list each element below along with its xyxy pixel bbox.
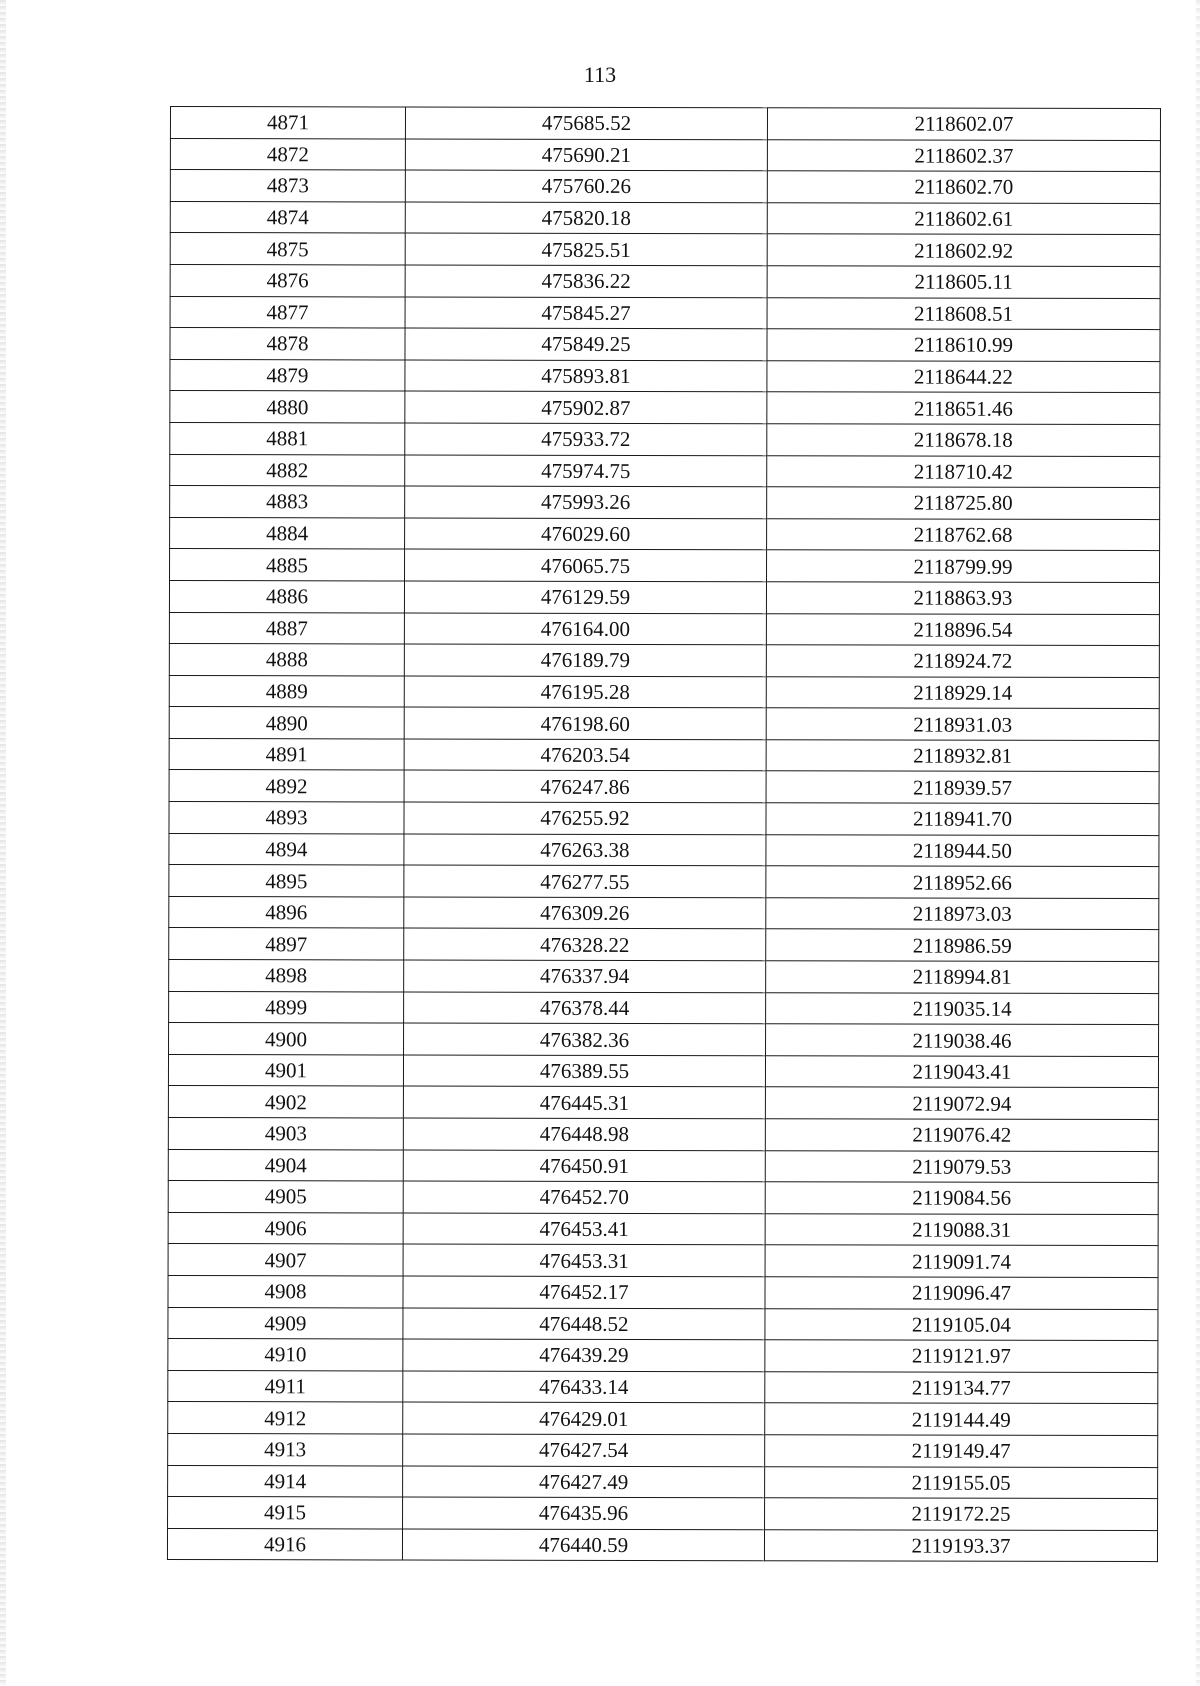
point-number-cell: 4916 xyxy=(167,1528,402,1560)
y-coordinate-cell: 2118651.46 xyxy=(767,392,1160,424)
y-coordinate-cell: 2119043.41 xyxy=(765,1056,1158,1088)
x-coordinate-cell: 476427.49 xyxy=(403,1466,765,1498)
y-coordinate-cell: 2118602.92 xyxy=(767,234,1160,266)
table-row xyxy=(169,865,1159,899)
x-coordinate-cell: 476453.31 xyxy=(403,1244,765,1276)
y-coordinate-cell: 2118799.99 xyxy=(767,550,1160,582)
coordinate-table-body xyxy=(167,107,1160,1562)
table-row xyxy=(169,896,1159,930)
x-coordinate-cell: 476378.44 xyxy=(404,992,766,1024)
table-row xyxy=(169,770,1159,804)
x-coordinate-cell: 476129.59 xyxy=(404,581,766,613)
y-coordinate-cell: 2119155.05 xyxy=(765,1466,1158,1498)
point-number-cell: 4896 xyxy=(169,896,404,928)
y-coordinate-cell: 2118602.07 xyxy=(767,108,1160,140)
x-coordinate-cell: 476435.96 xyxy=(403,1497,765,1529)
table-row xyxy=(169,928,1159,962)
table-row xyxy=(170,422,1160,456)
x-coordinate-cell: 476389.55 xyxy=(403,1055,765,1087)
point-number-cell: 4886 xyxy=(169,580,404,612)
table-row xyxy=(169,675,1159,709)
table-row xyxy=(169,991,1159,1025)
table-row xyxy=(168,1307,1158,1341)
y-coordinate-cell: 2118944.50 xyxy=(766,834,1159,866)
y-coordinate-cell: 2118644.22 xyxy=(767,361,1160,393)
table-row xyxy=(168,1465,1158,1499)
table-row xyxy=(170,201,1160,235)
y-coordinate-cell: 2118605.11 xyxy=(767,266,1160,298)
table-row xyxy=(170,359,1160,393)
y-coordinate-cell: 2119072.94 xyxy=(765,1087,1158,1119)
point-number-cell: 4899 xyxy=(169,991,404,1023)
x-coordinate-cell: 476427.54 xyxy=(403,1434,765,1466)
y-coordinate-cell: 2118725.80 xyxy=(767,487,1160,519)
x-coordinate-cell: 475825.51 xyxy=(405,233,767,265)
point-number-cell: 4900 xyxy=(169,1023,404,1055)
y-coordinate-cell: 2118602.70 xyxy=(767,171,1160,203)
table-row xyxy=(168,1149,1158,1183)
point-number-cell: 4905 xyxy=(168,1181,403,1213)
point-number-cell: 4882 xyxy=(170,454,405,486)
table-row xyxy=(168,1433,1158,1467)
x-coordinate-cell: 475893.81 xyxy=(405,360,767,392)
x-coordinate-cell: 476382.36 xyxy=(404,1023,766,1055)
table-row xyxy=(169,738,1159,772)
x-coordinate-cell: 476450.91 xyxy=(403,1150,765,1182)
y-coordinate-cell: 2118931.03 xyxy=(766,708,1159,740)
y-coordinate-cell: 2119193.37 xyxy=(764,1529,1157,1561)
point-number-cell: 4888 xyxy=(169,644,404,676)
point-number-cell: 4914 xyxy=(168,1465,403,1497)
point-number-cell: 4908 xyxy=(168,1275,403,1307)
y-coordinate-cell: 2118610.99 xyxy=(767,329,1160,361)
y-coordinate-cell: 2119038.46 xyxy=(766,1024,1159,1056)
x-coordinate-cell: 476433.14 xyxy=(403,1371,765,1403)
point-number-cell: 4910 xyxy=(168,1339,403,1371)
point-number-cell: 4906 xyxy=(168,1212,403,1244)
x-coordinate-cell: 476448.98 xyxy=(403,1118,765,1150)
y-coordinate-cell: 2119105.04 xyxy=(765,1308,1158,1340)
point-number-cell: 4874 xyxy=(170,201,405,233)
x-coordinate-cell: 475760.26 xyxy=(405,170,767,202)
table-row xyxy=(169,580,1159,614)
x-coordinate-cell: 476328.22 xyxy=(404,928,766,960)
x-coordinate-cell: 475690.21 xyxy=(405,139,767,171)
coordinate-table xyxy=(167,106,1161,1562)
table-row xyxy=(168,1181,1158,1215)
point-number-cell: 4893 xyxy=(169,802,404,834)
point-number-cell: 4901 xyxy=(168,1054,403,1086)
x-coordinate-cell: 476439.29 xyxy=(403,1339,765,1371)
x-coordinate-cell: 476164.00 xyxy=(404,612,766,644)
y-coordinate-cell: 2118602.61 xyxy=(767,203,1160,235)
point-number-cell: 4915 xyxy=(168,1497,403,1529)
page-number: 113 xyxy=(583,62,617,87)
x-coordinate-cell: 475836.22 xyxy=(405,265,767,297)
y-coordinate-cell: 2119076.42 xyxy=(765,1119,1158,1151)
point-number-cell: 4890 xyxy=(169,707,404,739)
point-number-cell: 4891 xyxy=(169,738,404,770)
x-coordinate-cell: 475933.72 xyxy=(405,423,767,455)
x-coordinate-cell: 475974.75 xyxy=(405,455,767,487)
y-coordinate-cell: 2119084.56 xyxy=(765,1182,1158,1214)
x-coordinate-cell: 476203.54 xyxy=(404,739,766,771)
y-coordinate-cell: 2119096.47 xyxy=(765,1277,1158,1309)
table-row xyxy=(168,1275,1158,1309)
x-coordinate-cell: 475685.52 xyxy=(405,107,767,139)
point-number-cell: 4883 xyxy=(170,486,405,518)
point-number-cell: 4872 xyxy=(170,138,405,170)
table-row xyxy=(170,454,1160,488)
x-coordinate-cell: 476337.94 xyxy=(404,960,766,992)
x-coordinate-cell: 476453.41 xyxy=(403,1213,765,1245)
table-row xyxy=(170,264,1160,298)
x-coordinate-cell: 476440.59 xyxy=(402,1529,764,1561)
point-number-cell: 4907 xyxy=(168,1244,403,1276)
point-number-cell: 4902 xyxy=(168,1086,403,1118)
y-coordinate-cell: 2118762.68 xyxy=(767,518,1160,550)
x-coordinate-cell: 476277.55 xyxy=(404,865,766,897)
y-coordinate-cell: 2119144.49 xyxy=(765,1403,1158,1435)
y-coordinate-cell: 2118994.81 xyxy=(766,961,1159,993)
y-coordinate-cell: 2118932.81 xyxy=(766,740,1159,772)
table-row xyxy=(170,170,1160,204)
point-number-cell: 4880 xyxy=(170,391,405,423)
table-row xyxy=(170,517,1160,551)
point-number-cell: 4898 xyxy=(169,960,404,992)
x-coordinate-cell: 475820.18 xyxy=(405,202,767,234)
y-coordinate-cell: 2118602.37 xyxy=(767,139,1160,171)
table-row xyxy=(170,138,1160,172)
y-coordinate-cell: 2118896.54 xyxy=(766,613,1159,645)
point-number-cell: 4889 xyxy=(169,675,404,707)
table-row xyxy=(168,1339,1158,1373)
table-row xyxy=(167,1528,1157,1562)
table-row xyxy=(169,802,1159,836)
y-coordinate-cell: 2119149.47 xyxy=(765,1435,1158,1467)
point-number-cell: 4911 xyxy=(168,1370,403,1402)
point-number-cell: 4884 xyxy=(170,517,405,549)
table-row xyxy=(170,107,1160,141)
y-coordinate-cell: 2118710.42 xyxy=(767,455,1160,487)
table-row xyxy=(170,233,1160,267)
point-number-cell: 4912 xyxy=(168,1402,403,1434)
y-coordinate-cell: 2118939.57 xyxy=(766,771,1159,803)
x-coordinate-cell: 476445.31 xyxy=(403,1086,765,1118)
x-coordinate-cell: 475849.25 xyxy=(405,328,767,360)
table-row xyxy=(168,1054,1158,1088)
y-coordinate-cell: 2118863.93 xyxy=(766,582,1159,614)
point-number-cell: 4897 xyxy=(169,928,404,960)
y-coordinate-cell: 2118929.14 xyxy=(766,676,1159,708)
point-number-cell: 4892 xyxy=(169,770,404,802)
x-coordinate-cell: 476065.75 xyxy=(405,549,767,581)
x-coordinate-cell: 476429.01 xyxy=(403,1402,765,1434)
point-number-cell: 4871 xyxy=(170,107,405,139)
point-number-cell: 4875 xyxy=(170,233,405,265)
point-number-cell: 4904 xyxy=(168,1149,403,1181)
x-coordinate-cell: 475993.26 xyxy=(405,486,767,518)
table-row xyxy=(168,1402,1158,1436)
point-number-cell: 4885 xyxy=(170,549,405,581)
y-coordinate-cell: 2119172.25 xyxy=(765,1498,1158,1530)
point-number-cell: 4887 xyxy=(169,612,404,644)
table-row xyxy=(168,1244,1158,1278)
table-row xyxy=(169,707,1159,741)
x-coordinate-cell: 476255.92 xyxy=(404,802,766,834)
scan-left-edge xyxy=(0,0,6,1686)
x-coordinate-cell: 476309.26 xyxy=(404,897,766,929)
x-coordinate-cell: 476189.79 xyxy=(404,644,766,676)
table-row xyxy=(168,1086,1158,1120)
x-coordinate-cell: 476452.17 xyxy=(403,1276,765,1308)
x-coordinate-cell: 475845.27 xyxy=(405,297,767,329)
scan-right-edge xyxy=(1196,0,1200,1686)
point-number-cell: 4876 xyxy=(170,264,405,296)
point-number-cell: 4877 xyxy=(170,296,405,328)
x-coordinate-cell: 476452.70 xyxy=(403,1181,765,1213)
point-number-cell: 4895 xyxy=(169,865,404,897)
x-coordinate-cell: 476247.86 xyxy=(404,770,766,802)
point-number-cell: 4903 xyxy=(168,1117,403,1149)
table-row xyxy=(170,549,1160,583)
y-coordinate-cell: 2118973.03 xyxy=(766,898,1159,930)
table-row xyxy=(168,1212,1158,1246)
table-row xyxy=(169,612,1159,646)
point-number-cell: 4909 xyxy=(168,1307,403,1339)
x-coordinate-cell: 476448.52 xyxy=(403,1308,765,1340)
x-coordinate-cell: 476198.60 xyxy=(404,707,766,739)
y-coordinate-cell: 2119079.53 xyxy=(765,1150,1158,1182)
point-number-cell: 4873 xyxy=(170,170,405,202)
x-coordinate-cell: 476029.60 xyxy=(405,518,767,550)
table-row xyxy=(169,833,1159,867)
point-number-cell: 4913 xyxy=(168,1433,403,1465)
y-coordinate-cell: 2118941.70 xyxy=(766,803,1159,835)
y-coordinate-cell: 2119035.14 xyxy=(766,992,1159,1024)
y-coordinate-cell: 2118952.66 xyxy=(766,866,1159,898)
table-row xyxy=(170,486,1160,520)
x-coordinate-cell: 476195.28 xyxy=(404,676,766,708)
y-coordinate-cell: 2119121.97 xyxy=(765,1340,1158,1372)
table-row xyxy=(169,1023,1159,1057)
table-row xyxy=(170,296,1160,330)
point-number-cell: 4881 xyxy=(170,422,405,454)
x-coordinate-cell: 476263.38 xyxy=(404,834,766,866)
table-row xyxy=(168,1370,1158,1404)
y-coordinate-cell: 2119134.77 xyxy=(765,1371,1158,1403)
y-coordinate-cell: 2119088.31 xyxy=(765,1214,1158,1246)
x-coordinate-cell: 475902.87 xyxy=(405,391,767,423)
y-coordinate-cell: 2118986.59 xyxy=(766,929,1159,961)
y-coordinate-cell: 2118608.51 xyxy=(767,297,1160,329)
table-row xyxy=(170,391,1160,425)
point-number-cell: 4879 xyxy=(170,359,405,391)
table-row xyxy=(169,644,1159,678)
point-number-cell: 4878 xyxy=(170,328,405,360)
y-coordinate-cell: 2119091.74 xyxy=(765,1245,1158,1277)
table-row xyxy=(169,960,1159,994)
table-row xyxy=(168,1117,1158,1151)
y-coordinate-cell: 2118678.18 xyxy=(767,424,1160,456)
table-row xyxy=(168,1497,1158,1531)
y-coordinate-cell: 2118924.72 xyxy=(766,645,1159,677)
point-number-cell: 4894 xyxy=(169,833,404,865)
table-row xyxy=(170,328,1160,362)
